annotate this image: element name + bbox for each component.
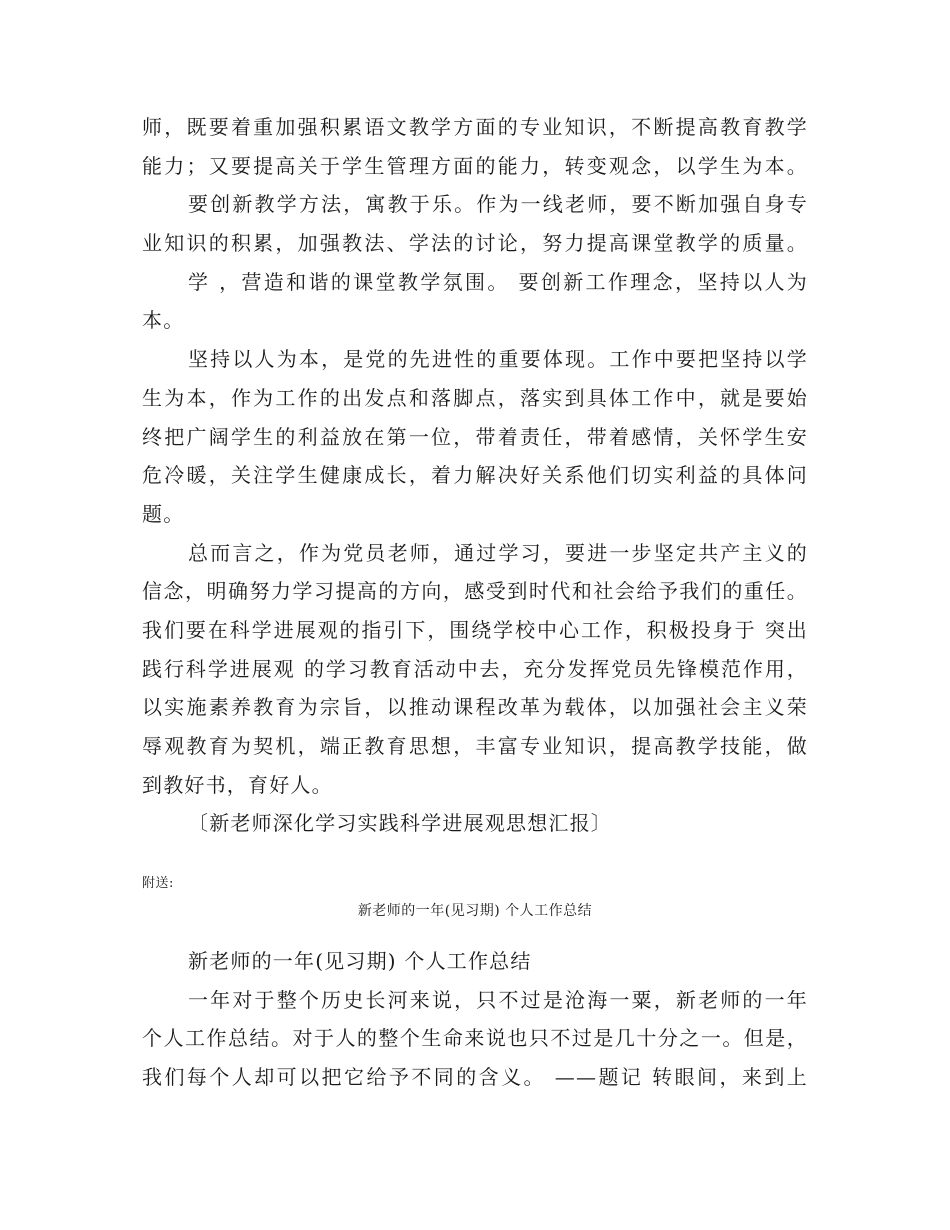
text-line: 终把广阔学生的利益放在第一位，带着责任，带着感情，关怀学生安 [142,424,808,449]
text-line: 信念，明确努力学习提高的方向，感受到时代和社会给予我们的重任。 [142,579,808,604]
text-line: 题。 [142,501,185,526]
text-line: 践行科学进展观 的学习教育活动中去，充分发挥党员先锋模范作用， [142,656,808,681]
text-line: 到教好书，育好人。 [142,772,333,797]
text-line: 要创新教学方法，寓教于乐。作为一线老师，要不断加强自身专 [188,192,808,217]
text-line: 危冷暖，关注学生健康成长，着力解决好关系他们切实利益的具体问 [142,463,808,488]
text-line: 总而言之，作为党员老师，通过学习，要进一步坚定共产主义的 [188,540,808,565]
text-line: 我们每个人却可以把它给予不同的含义。 ——题记 转眼间，来到上 [142,1065,808,1090]
text-line: 师，既要着重加强积累语文教学方面的专业知识，不断提高教育教学 [142,115,808,139]
appendix-title: 新老师的一年(见习期) 个人工作总结 [357,903,593,919]
text-line: 我们要在科学进展观的指引下，围绕学校中心工作，积极投身于 突出 [142,617,808,642]
text-line: 业知识的积累，加强教法、学法的讨论，努力提高课堂教学的质量。 [142,231,808,256]
section-heading: 新老师的一年(见习期) 个人工作总结 [188,949,532,973]
text-line: 以实施素养教育为宗旨，以推动课程改革为载体，以加强社会主义荣 [142,695,808,720]
body-text-section-1 [142,108,808,843]
text-line: 能力；又要提高关于学生管理方面的能力，转变观念，以学生为本。 [142,153,808,178]
text-line: 坚持以人为本，是党的先进性的重要体现。工作中要把坚持以学 [188,347,808,372]
document-source-note: 〔新老师深化学习实践科学进展观思想汇报〕 [188,811,612,836]
text-line: 本。 [142,308,185,333]
body-text-section-2 [142,942,808,1097]
text-line: 学 ，营造和谐的课堂教学氛围。 要创新工作理念，坚持以人为 [188,269,808,294]
appendix-label: 附送: [142,876,174,891]
text-line: 个人工作总结。对于人的整个生命来说也只不过是几十分之一。但是， [142,1026,808,1051]
text-line: 生为本，作为工作的出发点和落脚点，落实到具体工作中，就是要始 [142,385,808,410]
text-line: 辱观教育为契机，端正教育思想，丰富专业知识，提高教学技能，做 [142,734,808,758]
text-line: 一年对于整个历史长河来说，只不过是沧海一粟，新老师的一年 [188,987,808,1012]
